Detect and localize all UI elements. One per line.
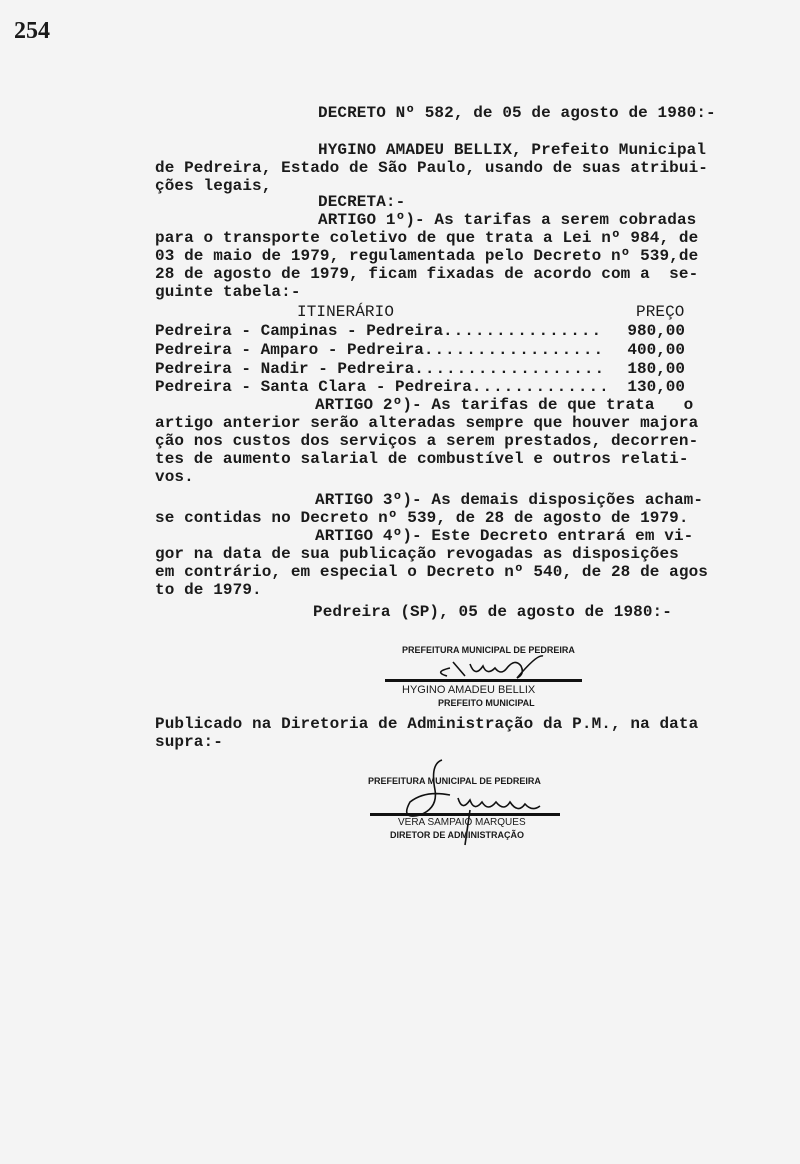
artigo4-line: to de 1979. bbox=[155, 581, 262, 599]
table-row bbox=[155, 378, 685, 396]
route: Pedreira - Amparo - Pedreira bbox=[155, 341, 424, 359]
artigo4-line: ARTIGO 4º)- Este Decreto entrará em vi- bbox=[315, 527, 694, 545]
table-row bbox=[155, 341, 685, 359]
preamble-line: HYGINO AMADEU BELLIX, Prefeito Municipal bbox=[318, 141, 707, 159]
signature1-scribble-icon bbox=[425, 650, 565, 680]
signature1-line bbox=[385, 679, 582, 682]
decree-title: DECRETO Nº 582, de 05 de agosto de 1980:- bbox=[318, 104, 716, 122]
artigo1-line: 03 de maio de 1979, regulamentada pelo Decreto nº 539,de bbox=[155, 247, 699, 265]
signature2-line bbox=[370, 813, 560, 816]
artigo2-line: tes de aumento salarial de combustível e outros relati- bbox=[155, 450, 689, 468]
artigo2-line: artigo anterior serão alteradas sempre que houver majora bbox=[155, 414, 699, 432]
price: 400,00 bbox=[627, 341, 685, 359]
decreta-heading: DECRETA:- bbox=[318, 193, 406, 211]
signature2-role: DIRETOR DE ADMINISTRAÇÃO bbox=[390, 830, 525, 840]
table-row bbox=[155, 360, 685, 378]
signature1-name: HYGINO AMADEU BELLIX bbox=[402, 684, 536, 696]
artigo1-line: guinte tabela:- bbox=[155, 283, 301, 301]
artigo3-line: se contidas no Decreto nº 539, de 28 de agosto de 1979. bbox=[155, 509, 689, 527]
publication-line: supra:- bbox=[155, 733, 223, 751]
price: 980,00 bbox=[627, 322, 685, 340]
price: 180,00 bbox=[627, 360, 685, 378]
table-row bbox=[155, 322, 685, 340]
table-header-route: ITINERÁRIO bbox=[297, 303, 395, 321]
artigo4-line: gor na data de sua publicação revogadas as disposições bbox=[155, 545, 679, 563]
route: Pedreira - Nadir - Pedreira bbox=[155, 360, 415, 378]
signature2-name: VERA SAMPAIO MARQUES bbox=[398, 817, 526, 828]
artigo3-line: ARTIGO 3º)- As demais disposições acham- bbox=[315, 491, 704, 509]
place-date: Pedreira (SP), 05 de agosto de 1980:- bbox=[313, 603, 672, 621]
preamble-line: de Pedreira, Estado de São Paulo, usando de suas atribui- bbox=[155, 159, 708, 177]
table-header-price: PREÇO bbox=[636, 303, 685, 321]
route: Pedreira - Santa Clara - Pedreira bbox=[155, 378, 472, 396]
artigo1-line: ARTIGO 1º)- As tarifas a serem cobradas bbox=[318, 211, 697, 229]
signature1-role: PREFEITO MUNICIPAL bbox=[438, 698, 535, 708]
signature1-stamp: PREFEITURA MUNICIPAL DE PEDREIRA bbox=[402, 645, 575, 655]
artigo2-line: vos. bbox=[155, 468, 194, 486]
signature2-stamp: PREFEITURA MUNICIPAL DE PEDREIRA bbox=[368, 776, 541, 786]
publication-line: Publicado na Diretoria de Administração da P.M., na data bbox=[155, 715, 699, 733]
page-number: 254 bbox=[14, 18, 50, 44]
artigo1-line: para o transporte coletivo de que trata a Lei nº 984, de bbox=[155, 229, 699, 247]
artigo4-line: em contrário, em especial o Decreto nº 540, de 28 de agos bbox=[155, 563, 708, 581]
route: Pedreira - Campinas - Pedreira bbox=[155, 322, 444, 340]
artigo1-line: 28 de agosto de 1979, ficam fixadas de acordo com a se- bbox=[155, 265, 699, 283]
price: 130,00 bbox=[627, 378, 685, 396]
artigo2-line: ARTIGO 2º)- As tarifas de que trata o bbox=[315, 396, 694, 414]
preamble-line: ções legais, bbox=[155, 177, 272, 195]
artigo2-line: ção nos custos dos serviços a serem prestados, decorren- bbox=[155, 432, 699, 450]
